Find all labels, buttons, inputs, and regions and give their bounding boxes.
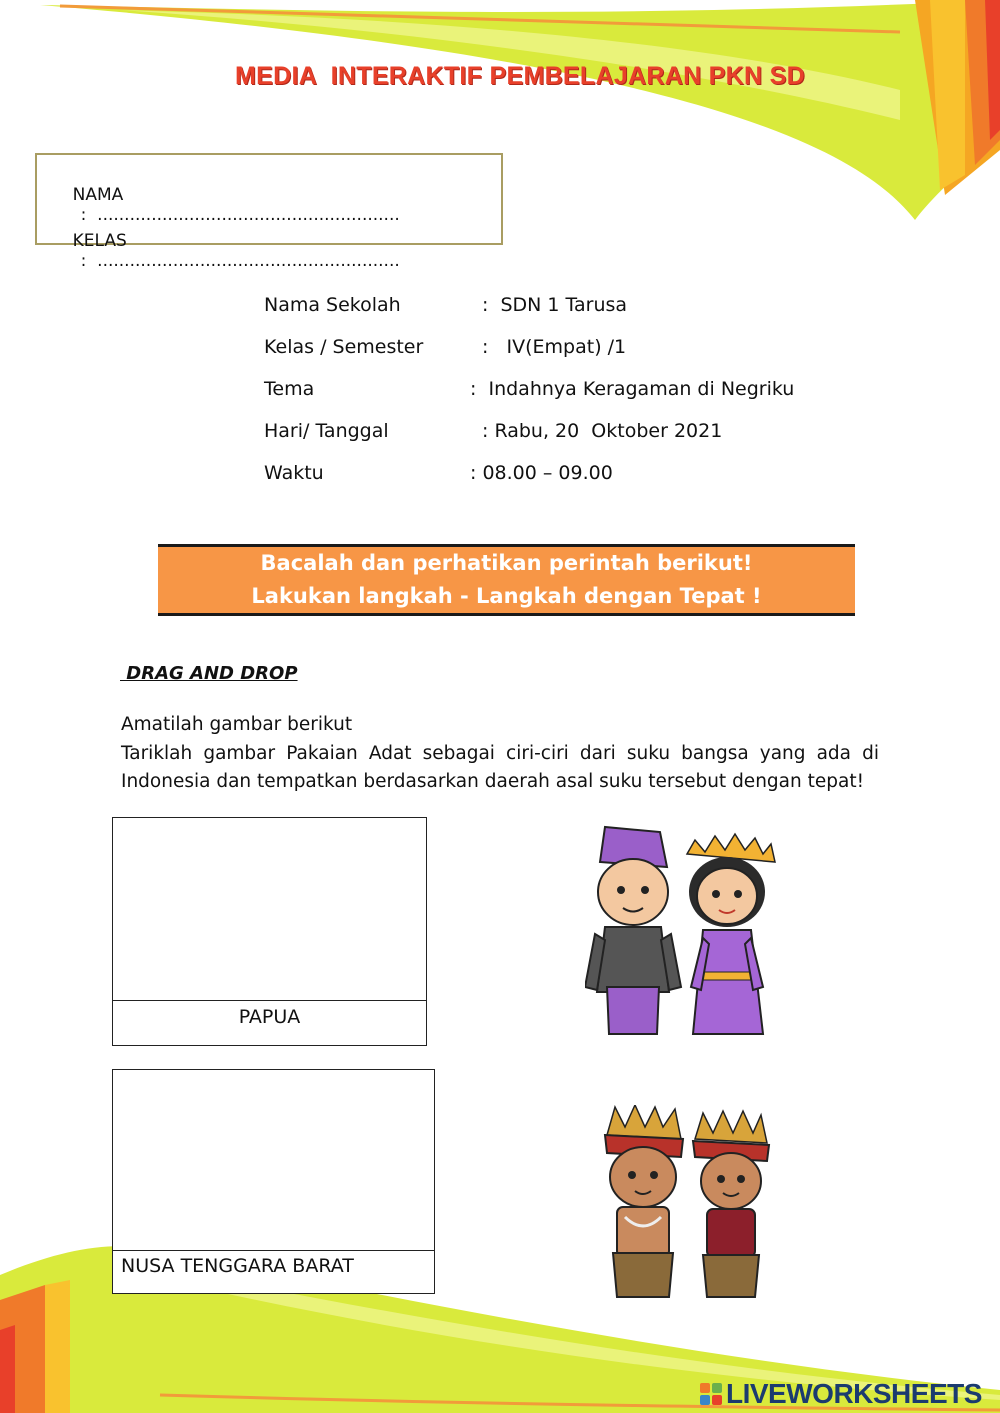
logo-squares-icon [700,1383,722,1405]
dropbox-label-papua: PAPUA [113,1000,426,1045]
instruction-line-3: Indonesia dan tempatkan berdasarkan daerah asal suku tersebut dengan tepat! [121,771,864,792]
liveworksheets-logo [700,1378,982,1410]
info-value-kelas-semester: : IV(Empat) /1 [482,336,627,358]
info-value-nama-sekolah: : SDN 1 Tarusa [482,294,628,316]
traditional-costume-couple-songkok-icon[interactable] [585,822,785,1042]
info-label-tema: Tema [264,378,315,400]
drop-target-papua[interactable] [113,818,426,1003]
section-heading: DRAG AND DROP [120,663,298,684]
instruction-banner [158,544,855,616]
traditional-costume-couple-papua-icon[interactable] [595,1105,775,1310]
instruction-line-1: Amatilah gambar berikut [121,714,353,735]
info-label-waktu: Waktu [264,462,324,484]
banner-line-1: Bacalah dan perhatikan perintah berikut! [260,551,753,575]
page-title: MEDIA INTERAKTIF PEMBELAJARAN PKN SD [235,62,805,90]
student-identity-box [35,153,503,271]
instruction-line-2: Tariklah gambar Pakaian Adat sebagai ciri-ciri dari suku bangsa yang ada di [121,743,879,764]
dropbox-papua [112,817,427,1046]
info-value-hari-tanggal: : Rabu, 20 Oktober 2021 [482,420,723,442]
info-label-kelas-semester: Kelas / Semester [264,336,424,358]
info-label-nama-sekolah: Nama Sekolah [264,294,401,316]
info-value-waktu: : 08.00 – 09.00 [470,462,613,484]
dropbox-label-ntb: NUSA TENGGARA BARAT [113,1250,434,1293]
kelas-field[interactable]: : ........................................................ [80,251,400,271]
kelas-label: KELAS [72,231,127,251]
kelas-row [51,211,400,291]
info-value-tema: : Indahnya Keragaman di Negriku [470,378,795,400]
drop-target-ntb[interactable] [113,1070,434,1253]
info-label-hari-tanggal: Hari/ Tanggal [264,420,389,442]
dropbox-ntb [112,1069,435,1294]
logo-text: LIVEWORKSHEETS [726,1378,982,1409]
nama-label: NAMA [72,185,124,205]
nama-field[interactable]: : ........................................................ [80,205,400,225]
banner-line-2: Lakukan langkah - Langkah dengan Tepat ! [251,584,762,608]
